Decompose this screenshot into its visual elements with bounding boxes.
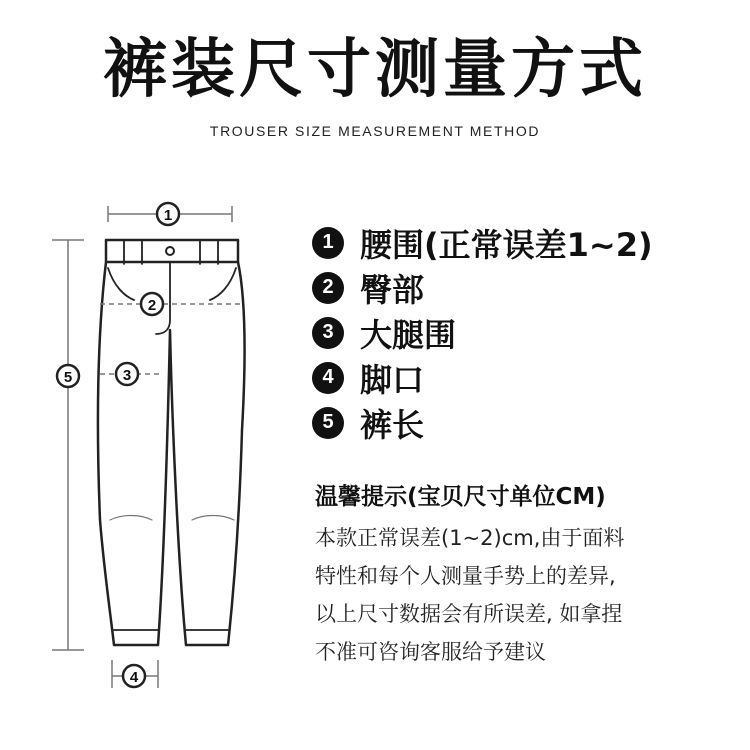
svg-text:3: 3	[122, 367, 132, 384]
legend-item-waist	[312, 220, 732, 265]
legend-number-badge: 5	[312, 407, 344, 439]
marker-4-leg-opening	[123, 665, 145, 687]
legend-item-hip	[312, 265, 732, 310]
legend-label: 大腿围	[360, 315, 457, 354]
marker-1-waist	[157, 203, 179, 225]
page-subtitle: TROUSER SIZE MEASUREMENT METHOD	[209, 123, 541, 139]
legend-number-badge: 1	[312, 227, 344, 259]
svg-text:4: 4	[129, 669, 139, 686]
tips-line: 特性和每个人测量手势上的差异,	[315, 564, 616, 588]
svg-text:5: 5	[63, 369, 73, 386]
tips-section	[315, 478, 735, 671]
marker-3-thigh	[116, 363, 138, 385]
page-title: 裤装尺寸测量方式	[103, 33, 647, 107]
legend-label: 裤长	[360, 405, 425, 444]
svg-text:2: 2	[147, 297, 157, 314]
measurement-legend	[312, 220, 732, 445]
tips-line: 本款正常误差(1~2)cm,由于面料	[315, 526, 625, 550]
legend-number-badge: 3	[312, 317, 344, 349]
legend-number-badge: 4	[312, 362, 344, 394]
marker-2-hip	[141, 293, 163, 315]
svg-text:1: 1	[163, 207, 173, 224]
legend-label: 脚口	[360, 360, 425, 399]
legend-number-badge: 2	[312, 272, 344, 304]
tips-line: 不准可咨询客服给予建议	[315, 640, 546, 664]
legend-item-leg-opening	[312, 355, 732, 400]
marker-5-length	[57, 365, 79, 387]
legend-item-thigh	[312, 310, 732, 355]
legend-item-length	[312, 400, 732, 445]
legend-label: 臀部	[360, 270, 425, 309]
legend-label: 腰围(正常误差1~2)	[360, 225, 653, 264]
tips-line: 以上尺寸数据会有所误差, 如拿捏	[315, 602, 623, 626]
tips-title: 温馨提示(宝贝尺寸单位CM)	[315, 484, 606, 510]
